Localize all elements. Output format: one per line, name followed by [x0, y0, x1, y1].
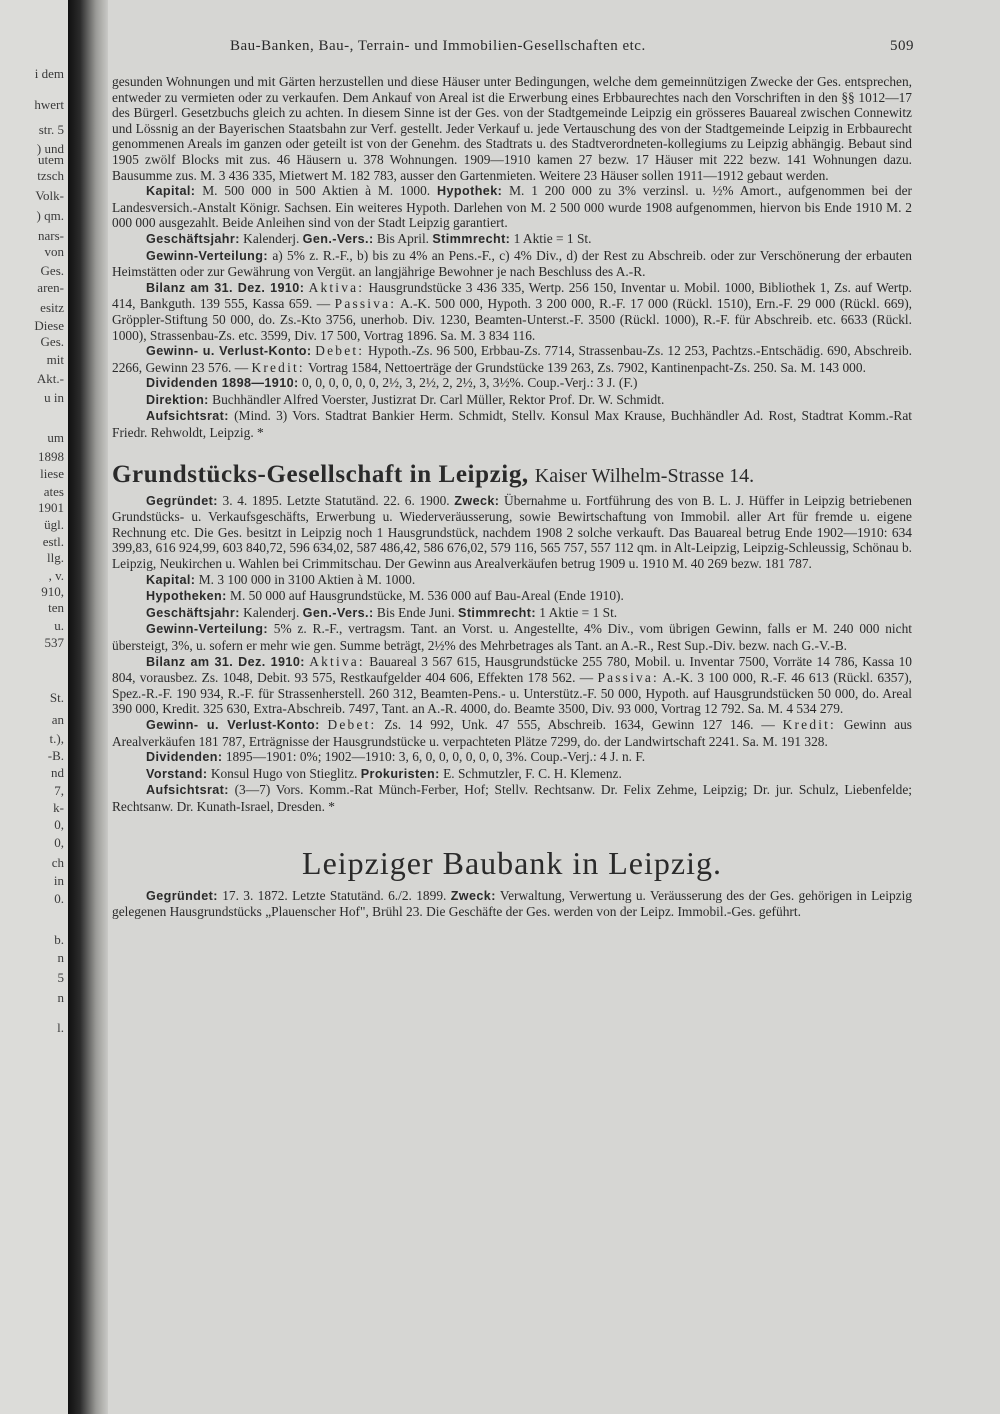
dividenden-paragraph — [112, 375, 912, 392]
passiva-text: A.-K. 3 100 000, R.-F. 46 613 (Rückl. 6357), Spez.-R.-F. 190 934, R.-F. für Strassenherstell. 260 312, Beamten-Pens.- u. Unterstütz.-F. 50 000, Hypoth. auf Hausgrundstücken 50 000, do. Areal 390 000, Kredit. 325 630, Extra-Abschreib. 7497, Tant. an A.-R. 4000, do. Beamte 3500, Div. 93 000, Vortrag 12 792. Sa. M. 4 534 279. — [112, 670, 913, 717]
section-gemeinnuetzige-baugesellschaft — [112, 74, 912, 441]
margin-fragment: Ges. — [40, 263, 64, 278]
zweck-text: Übernahme u. Fortführung des von B. L. J. Hüffer in Leipzig betriebenen Grundstücks- u. Verkaufsgeschäfts, Erwerbung u. Wiederveräusserung, sowie Bewirtschaftung von Immobil. aller Art für fremde u. eigene Rechnung etc. Die Ges. besitzt in Leipzig noch 1 Hausgrundstück, nachdem 1908 2 solche verkauft. Das Bauareal betrug Ende 1902—1910: 634 399,83, 616 924,99, 603 840,72, 596 634,02, 587 486,42, 586 676,02, 579 116, 565 757, 557 112 qm. in Alt-Leipzig, Leipzig-Schleussig, Schönau b. Leipzig, Neukirchen u. Wahlen bei Crimmitschau. Der Gewinn aus Arealverkäufen betrug 1909 u. 1910 M. 40 269 bezw. 181 787. — [112, 492, 912, 572]
aktiva-text: Bauareal 3 567 615, Hausgrundstücke 255 780, Mobil. u. Inventar 7500, Vorräte 14 786, Kassa 10 804, vorausbez. Zs. 1048, Debit. 93 575, Restkaufgelder 404 606, Effekten 178 562. — — [112, 653, 912, 686]
margin-fragment: n — [57, 990, 64, 1005]
margin-fragment: ten — [48, 600, 64, 615]
aktiva-text: Hausgrundstücke 3 436 335, Wertp. 256 150, Inventar u. Mobil. 1000, Bibliothek 1, Zs. auf Wertp. 414, Bankguth. 139 555, Kassa 659. — — [112, 279, 912, 312]
hypothek-text: M. 1 200 000 zu 3% verzinsl. u. ½% Amort., aufgenommen bei der Landesversich.-Anstalt Königr. Sachsen. Ein weiteres Hypoth. Darlehen von M. 2 500 000 wurde 1908 aufgenommen, hiervon bis Ende 1910 M. 2 000 000 ausgezahlt. Beide Anleihen sind von der Stadt Leipzig garantiert. — [112, 183, 912, 231]
gegruendet-text: 3. 4. 1895. Letzte Statutänd. 22. 6. 1900. — [222, 492, 450, 508]
kredit-label: Kredit: — [782, 716, 836, 732]
gewinn-verteilung-text: a) 5% z. R.-F., b) bis zu 4% an Pens.-F., c) 4% Div., d) der Rest zu Abschreib. oder zur Verschönerung der erbauten Heimstätten oder zur Gewährung von Vergüt. an langjährige Bewohner je nach Beschluss des A.-R. — [112, 247, 912, 280]
margin-fragment: St. — [49, 690, 64, 705]
adjacent-page-margin — [0, 0, 69, 1414]
dividenden-text: 0, 0, 0, 0, 0, 0, 2½, 3, 2½, 2, 2½, 3, 3½%. Coup.-Verj.: 3 J. (F.) — [301, 375, 638, 391]
aufsichtsrat-label: Aufsichtsrat: — [146, 783, 229, 798]
company-name: Grundstücks-Gesellschaft in Leipzig, — [112, 460, 529, 488]
margin-fragment: 0. — [54, 891, 64, 906]
margin-fragment: 7, — [54, 783, 64, 798]
debet-text: Zs. 14 992, Unk. 47 555, Abschreib. 1634, Gewinn 127 146. — — [384, 716, 775, 732]
company-heading-grundstuecks-gesellschaft — [112, 461, 912, 489]
hypotheken-paragraph — [112, 588, 912, 605]
margin-fragment: nars- — [38, 228, 64, 243]
bilanz-label: Bilanz am 31. Dez. 1910: — [146, 654, 305, 669]
margin-fragment: 1901 — [38, 500, 64, 515]
kapital-hypothek-paragraph — [112, 183, 912, 231]
dividenden-label: Dividenden: — [146, 750, 223, 765]
margin-fragment: von — [44, 244, 64, 259]
geschaeftsjahr-text: Kalenderj. — [243, 230, 300, 246]
kapital-label: Kapital: — [146, 572, 196, 587]
general-info-paragraph — [112, 605, 912, 622]
bilanz-label: Bilanz am 31. Dez. 1910: — [146, 280, 305, 295]
margin-fragment: 0, — [54, 817, 64, 832]
geschaeftsjahr-label: Geschäftsjahr: — [146, 231, 240, 246]
margin-fragment: ) qm. — [36, 208, 64, 223]
guv-label: Gewinn- u. Verlust-Konto: — [146, 717, 320, 732]
debet-text: Hypoth.-Zs. 96 500, Erbbau-Zs. 7714, Strassenbau-Zs. 12 253, Pachtzs.-Entschädig. 690, Abschreib. 2266, Gewinn 23 576. — — [112, 343, 912, 375]
zweck-label: Zweck: — [450, 888, 496, 903]
margin-fragment: Akt.- — [36, 371, 64, 386]
book-gutter — [68, 0, 108, 1414]
kredit-text: Gewinn aus Arealverkäufen 181 787, Erträgnisse der Hausgrundstücke u. verpachteten Plätze 7299, do. der Landwirtschaft 2241. Sa. M. 191 328. — [112, 716, 912, 749]
dividenden-label: Dividenden 1898—1910: — [146, 376, 299, 391]
gewinn-verteilung-label: Gewinn-Verteilung: — [146, 622, 268, 637]
margin-fragment: str. 5 — [38, 122, 64, 137]
margin-fragment: l. — [57, 1020, 64, 1035]
margin-fragment: Ges. — [40, 334, 64, 349]
company-heading-leipziger-baubank: Leipziger Baubank in Leipzig. — [302, 844, 722, 881]
kapital-text: M. 3 100 000 in 3100 Aktien à M. 1000. — [198, 571, 416, 587]
zweck-text: Verwaltung, Verwertung u. Veräusserung des der Ges. gehörigen in Leipzig gelegenen Hausgrundstücks „Plauenscher Hof", Brühl 23. Die Geschäfte der Ges. werden von der Leipz. Immobil.-Ges. geführt. — [112, 887, 912, 920]
prokuristen-text: E. Schmutzler, F. C. H. Klemenz. — [443, 765, 622, 781]
margin-fragment: ates — [43, 484, 64, 499]
margin-fragment: 910, — [41, 584, 64, 599]
document-page — [112, 38, 912, 920]
aktiva-label: Aktiva: — [308, 279, 365, 295]
margin-fragment: k- — [53, 800, 64, 815]
margin-fragment: um — [47, 430, 64, 445]
kapital-label: Kapital: — [146, 184, 196, 199]
margin-fragment: mit — [46, 352, 64, 367]
direktion-label: Direktion: — [146, 392, 209, 407]
margin-fragment: i dem — [34, 66, 64, 81]
gegruendet-zweck-paragraph — [112, 493, 912, 572]
aufsichtsrat-text: (3—7) Vors. Komm.-Rat Münch-Ferber, Hof; Stellv. Rechtsanw. Dr. Felix Zehme, Leipzig; Dr. jur. Schulz, Liebenfelde; Rechtsanw. Dr. Kunath-Israel, Dresden. * — [112, 782, 912, 814]
genvers-text: Bis Ende Juni. — [376, 604, 455, 620]
dividenden-paragraph — [112, 749, 912, 766]
margin-fragment: tzsch — [37, 168, 64, 183]
general-info-paragraph — [112, 231, 912, 248]
margin-fragment: -B. — [47, 748, 64, 763]
guv-paragraph — [112, 343, 912, 375]
aufsichtsrat-label: Aufsichtsrat: — [146, 409, 229, 424]
vorstand-text: Konsul Hugo von Stieglitz. — [210, 765, 358, 781]
geschaeftsjahr-text: Kalenderj. — [243, 604, 300, 620]
margin-fragment: esitz — [40, 300, 64, 315]
margin-fragment: an — [51, 712, 64, 727]
margin-fragment: Volk- — [35, 188, 64, 203]
margin-fragment: ch — [51, 855, 64, 870]
margin-fragment: t.), — [49, 731, 64, 746]
guv-label: Gewinn- u. Verlust-Konto: — [146, 344, 312, 359]
gegruendet-label: Gegründet: — [146, 888, 218, 903]
aufsichtsrat-paragraph — [112, 408, 912, 440]
kredit-text: Vortrag 1584, Nettoerträge der Grundstücke 139 263, Zs. 7902, Kantinenpacht-Zs. 250. Sa. M. 143 000. — [307, 359, 866, 375]
margin-fragment: n — [57, 950, 64, 965]
margin-fragment: utem — [38, 152, 64, 167]
margin-fragment: aren- — [37, 280, 64, 295]
stimmrecht-label: Stimmrecht: — [458, 605, 536, 620]
gewinn-verteilung-paragraph — [112, 248, 912, 280]
running-head — [112, 38, 912, 60]
passiva-label: Passiva: — [334, 296, 397, 312]
hypotheken-text: M. 50 000 auf Hausgrundstücke, M. 536 000 auf Bau-Areal (Ende 1910). — [230, 588, 624, 604]
margin-fragment: 0, — [54, 835, 64, 850]
prokuristen-label: Prokuristen: — [360, 766, 440, 781]
margin-fragment: in — [53, 873, 64, 888]
hypothek-label: Hypothek: — [437, 184, 503, 199]
intro-paragraph: gesunden Wohnungen und mit Gärten herzustellen und diese Häuser unter Bedingungen, welche dem gemeinnützigen Zwecke der Ges. entsprechen, entweder zu vermieten oder zu verkaufen. Dem Ankauf von Areal ist die Erwerbung eines Erbbaurechtes nach den Vorschriften in den §§ 1012—17 des Bürgerl. Gesetzbuchs gleich zu achten. In diesem Sinne ist der Ges. von der Stadtgemeinde Leipzig ein grösseres Bauareal zwischen Connewitz und Lössnig an der Bayerischen Staatsbahn zur Verf. gestellt. Jeder Verkauf u. jede Vertauschung des von der Stadtgemeinde Leipzig in Erbbaurecht genommenen Areals im ganzen oder geteilt ist von der Genehm. des Stadtrats u. des Stadtverordneten-kollegiums zu Leipzig abhängig. Bebaut sind 1905 zwölf Blocks mit zus. 46 Häusern u. 378 Wohnungen. 1909—1910 kamen 27 bezw. 17 Häuser mit 222 bezw. 141 Wohnungen dazu. Bausumme zus. M. 3 436 335, Mietwert M. 182 783, ausser den Gartenmieten. Weitere 23 Häuser sollen 1911—1912 gebaut werden. — [112, 74, 912, 183]
margin-fragment: liese — [40, 466, 64, 481]
page-number: 509 — [890, 38, 914, 54]
dividenden-text: 1895—1901: 0%; 1902—1910: 3, 6, 0, 0, 0, 0, 0, 0, 3%. Coup.-Verj.: 4 J. n. F. — [225, 749, 646, 765]
margin-fragment: , v. — [48, 568, 64, 583]
geschaeftsjahr-label: Geschäftsjahr: — [146, 605, 240, 620]
genvers-label: Gen.-Vers.: — [302, 231, 374, 246]
aufsichtsrat-text: (Mind. 3) Vors. Stadtrat Bankier Herm. Schmidt, Stellv. Konsul Max Krause, Buchhändler Ad. Rost, Stadtrat Komm.-Rat Friedr. Rehwoldt, Leipzig. * — [112, 408, 912, 441]
kapital-text: M. 500 000 in 500 Aktien à M. 1000. — [202, 183, 431, 199]
stimmrecht-label: Stimmrecht: — [432, 231, 511, 246]
direktion-paragraph — [112, 392, 912, 409]
margin-fragment: u. — [54, 618, 64, 633]
direktion-text: Buchhändler Alfred Voerster, Justizrat Dr. Carl Müller, Rektor Prof. Dr. W. Schmidt. — [212, 391, 665, 407]
gewinn-verteilung-label: Gewinn-Verteilung: — [146, 248, 268, 263]
margin-fragment: ) und — [36, 141, 64, 156]
bilanz-paragraph — [112, 280, 912, 343]
gewinn-verteilung-text: 5% z. R.-F., vertragsm. Tant. an Vorst. u. Angestellte, 4% Div., vom übrigen Gewinn, falls er M. 240 000 nicht übersteigt, 3%, u. sofern er mehr wie gen. Summe beträgt, 2½% des Mehrbetrages als Tant. an A.-R., Rest Sup.-Div. bezw. nach G.-V.-B. — [112, 621, 912, 653]
aufsichtsrat-paragraph — [112, 782, 912, 814]
vorstand-label: Vorstand: — [146, 766, 208, 781]
guv-paragraph — [112, 717, 912, 749]
margin-fragment: hwert — [34, 97, 64, 112]
margin-fragment: estl. — [42, 534, 64, 549]
zweck-label: Zweck: — [454, 493, 500, 508]
margin-fragment: 1898 — [38, 449, 64, 464]
vorstand-paragraph — [112, 766, 912, 783]
aktiva-label: Aktiva: — [309, 653, 365, 669]
passiva-label: Passiva: — [597, 670, 659, 686]
hypotheken-label: Hypotheken: — [146, 589, 227, 604]
kapital-paragraph — [112, 572, 912, 589]
margin-fragment: llg. — [47, 550, 64, 565]
passiva-text: A.-K. 500 000, Hypoth. 3 200 000, R.-F. 17 000 (Rückl. 1510), Ern.-F. 29 000 (Rückl. 669), Gröppler-Stiftung 50 000, do. Zs.-Kto 3756, unerhob. Div. 1230, Beamten-Unterst.-F. 3500 (Rückl. 1000), R.-F. für Abschreib. etc. 6633 (Rückl. 1000), Strassenbau-Zs. etc. 3599, Div. 17 500, Vortrag 1896. Sa. M. 3 834 116. — [112, 296, 912, 343]
running-head-title: Bau-Banken, Bau-, Terrain- und Immobilien-Gesellschaften etc. — [230, 38, 646, 54]
kredit-label: Kredit: — [251, 359, 305, 375]
margin-fragment: 5 — [57, 970, 64, 985]
gegruendet-label: Gegründet: — [146, 493, 218, 508]
company-address: Kaiser Wilhelm-Strasse 14. — [534, 464, 755, 487]
margin-fragment: ügl. — [44, 517, 64, 532]
debet-label: Debet: — [327, 716, 377, 732]
genvers-label: Gen.-Vers.: — [302, 605, 374, 620]
margin-fragment: b. — [54, 932, 64, 947]
section-leipziger-baubank — [112, 888, 912, 920]
stimmrecht-text: 1 Aktie = 1 St. — [539, 604, 618, 620]
section-grundstuecks-gesellschaft — [112, 493, 912, 815]
margin-fragment: Diese — [34, 318, 64, 333]
stimmrecht-text: 1 Aktie = 1 St. — [513, 230, 592, 246]
debet-label: Debet: — [315, 343, 365, 359]
gewinn-verteilung-paragraph — [112, 621, 912, 653]
genvers-text: Bis April. — [376, 230, 430, 246]
margin-fragment: 537 — [44, 635, 64, 650]
margin-fragment: nd — [51, 765, 64, 780]
gegruendet-text: 17. 3. 1872. Letzte Statutänd. 6./2. 1899. — [222, 887, 447, 903]
bilanz-paragraph — [112, 654, 912, 717]
margin-fragment: u in — [44, 390, 64, 405]
gegruendet-zweck-paragraph — [112, 888, 912, 920]
